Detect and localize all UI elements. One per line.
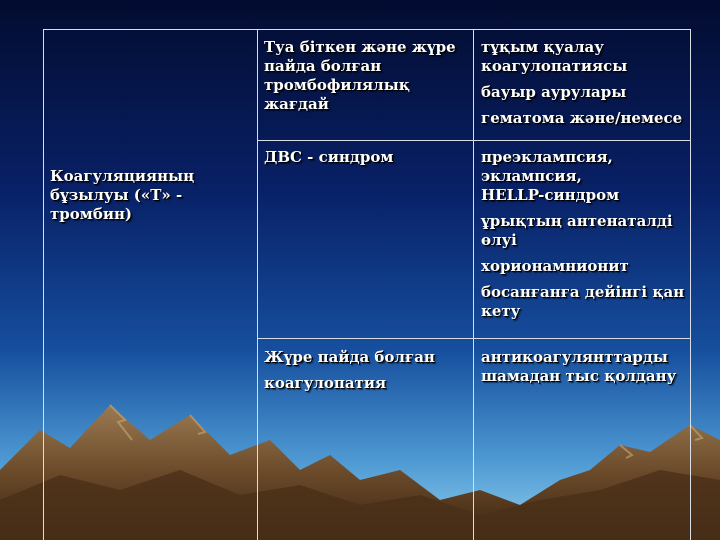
row-1-causes-cell <box>481 38 686 135</box>
row-3-condition-line: коагулопатия <box>264 374 387 392</box>
row-1-condition-cell <box>264 38 464 121</box>
row-3-cause: антикоагулянттарды шамадан тыс қолдану <box>481 348 677 385</box>
row-2-cause: босанғанға дейінгі қан кету <box>481 283 685 320</box>
row-1-condition-text: Туа біткен және жүре пайда болған тромбофилялық жағдай <box>264 38 456 113</box>
row-1-cause: тұқым қуалау коагулопатиясы <box>481 38 628 75</box>
table-row-divider-1 <box>257 140 691 141</box>
row-2-condition-text: ДВС - синдром <box>264 148 394 166</box>
table-border-col1 <box>257 29 258 540</box>
table-border-col2 <box>473 29 474 540</box>
table-border-right <box>690 29 691 540</box>
row-2-cause: хорионамнионит <box>481 257 629 275</box>
table-row-divider-2 <box>257 338 691 339</box>
left-header-cell <box>50 167 250 224</box>
table-border-top <box>43 29 691 30</box>
table-border-left <box>43 29 44 540</box>
left-header-text: Коагуляцияның бұзылуы («Т» - тромбин) <box>50 167 195 223</box>
row-2-cause: преэклампсия, эклампсия, HELLP-синдром <box>481 148 620 204</box>
row-1-cause: бауыр аурулары <box>481 83 627 101</box>
row-3-condition-cell <box>264 348 464 400</box>
row-2-causes-cell <box>481 148 686 328</box>
row-2-condition-cell <box>264 148 464 174</box>
row-3-condition-line: Жүре пайда болған <box>264 348 435 366</box>
row-1-cause: гематома және/немесе <box>481 109 683 127</box>
row-3-causes-cell <box>481 348 686 393</box>
row-2-cause: ұрықтың антенаталді өлуі <box>481 212 673 249</box>
